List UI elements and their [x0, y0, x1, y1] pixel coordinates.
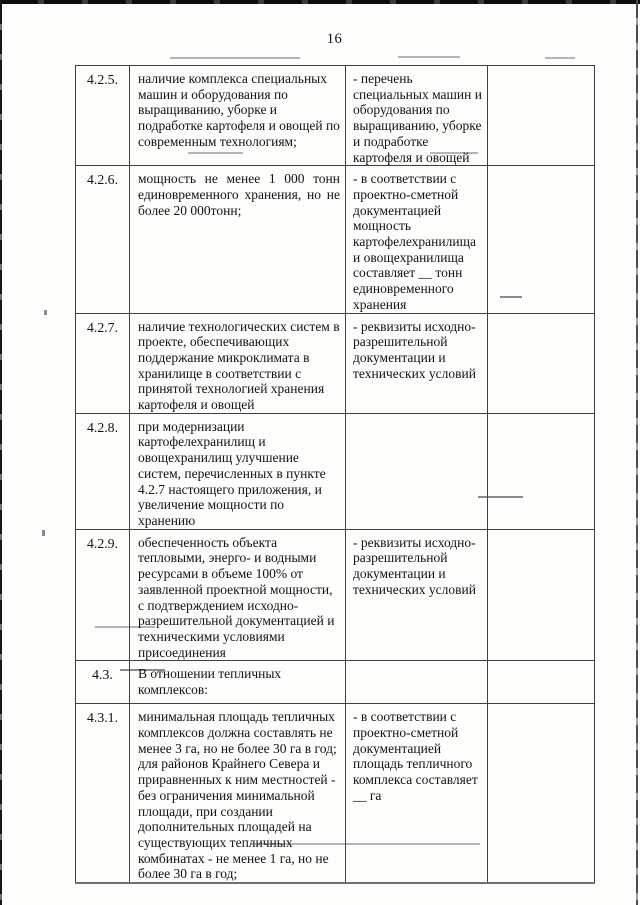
item-number-cell: 4.2.8.: [76, 413, 130, 529]
table-row: [76, 166, 595, 313]
criteria-cell: минимальная площадь тепличных комплексов должна составлять не менее 3 га, но не более 30 га в год; для районов Крайнего Севера и приравненных к ним местностей - без ограничения минимальной площади, при создании дополнительных площадей на существующих тепличных комбинатах - не менее 1 га, но не более 30 га в год;: [130, 704, 346, 883]
table-row: [76, 704, 595, 883]
note-cell: [488, 313, 595, 413]
item-number-cell: 4.2.5.: [76, 66, 130, 166]
note-cell: [488, 704, 595, 883]
criteria-cell: мощность не менее 1 000 тонн единовременного хранения, но не более 20 000тонн;: [130, 166, 346, 313]
documents-cell: - реквизиты исходно-разрешительной документации и технических условий: [346, 529, 488, 661]
criteria-cell: В отношении тепличных комплексов:: [130, 661, 346, 704]
scan-artifact: [398, 56, 460, 58]
item-number-cell: 4.3.: [76, 661, 130, 704]
table-row: [76, 529, 595, 661]
scan-artifact: [44, 310, 47, 315]
table-row: [76, 413, 595, 529]
documents-cell: - в соответствии с проектно-сметной документацией мощность картофелехранилища и овощехранилища составляет __ тонн единовременного хранения: [346, 166, 488, 313]
criteria-table: [75, 65, 595, 884]
note-cell: [488, 166, 595, 313]
item-number-cell: 4.2.6.: [76, 166, 130, 313]
criteria-cell: обеспеченность объекта тепловыми, энерго- и водными ресурсами в объеме 100% от заявленной проектной мощности, с подтверждением исходно-разрешительной документацией и техническими условиями присоединения: [130, 529, 346, 661]
criteria-cell: наличие технологических систем в проекте, обеспечивающих поддержание микроклимата в хранилище в соответствии с принятой технологией хранения картофеля и овощей: [130, 313, 346, 413]
note-cell: [488, 66, 595, 166]
scan-artifact: [42, 530, 45, 536]
documents-cell: [346, 661, 488, 704]
page-number: 16: [326, 31, 343, 47]
documents-cell: - в соответствии с проектно-сметной документацией площадь тепличного комплекса составляет __ га: [346, 704, 488, 883]
note-cell: [488, 413, 595, 529]
documents-cell: - реквизиты исходно-разрешительной документации и технических условий: [346, 313, 488, 413]
table-row: [76, 661, 595, 704]
item-number-cell: 4.2.9.: [76, 529, 130, 661]
scan-edge-right: [636, 0, 638, 905]
criteria-cell: наличие комплекса специальных машин и оборудования по выращиванию, уборке и подработке картофеля и овощей по современным технологиям;: [130, 66, 346, 166]
item-number-cell: 4.2.7.: [76, 313, 130, 413]
documents-cell: [346, 413, 488, 529]
criteria-cell: при модернизации картофелехранилищ и овощехранилищ улучшение систем, перечисленных в пункте 4.2.7 настоящего приложения, и увеличение мощности по хранению: [130, 413, 346, 529]
note-cell: [488, 661, 595, 704]
documents-cell: - перечень специальных машин и оборудования по выращиванию, уборке и подработке картофеля и овощей: [346, 66, 488, 166]
table-row: [76, 66, 595, 166]
item-number-cell: 4.3.1.: [76, 704, 130, 883]
scan-artifact: [545, 57, 575, 59]
scan-edge-left: [0, 0, 2, 905]
scan-artifact: [170, 57, 300, 59]
note-cell: [488, 529, 595, 661]
scan-edge-top: [0, 0, 640, 4]
table-row: [76, 313, 595, 413]
